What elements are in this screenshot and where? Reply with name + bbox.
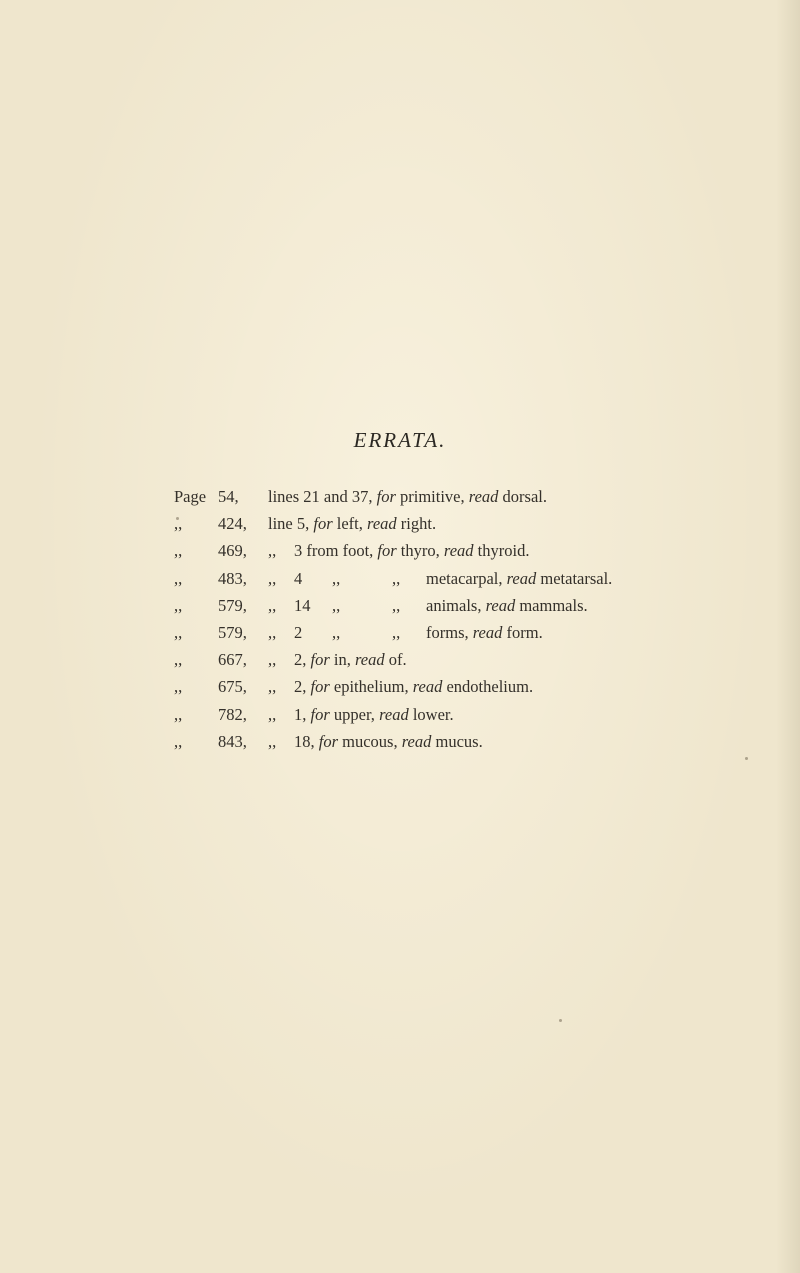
wrong-word: epithelium, — [333, 677, 409, 697]
wrong-word: left, — [336, 514, 363, 534]
ditto-mark: ,, — [392, 622, 401, 642]
line-reference: lines 21 and 37, — [268, 487, 373, 506]
correct-word: form. — [506, 622, 543, 642]
read-word: read — [485, 595, 516, 615]
errata-row — [174, 623, 612, 650]
line-reference: line 5, — [268, 514, 310, 534]
correct-word: right. — [400, 514, 437, 534]
read-word: read — [367, 514, 397, 534]
line-ditto: ,, — [268, 731, 277, 751]
line-number: 2, — [294, 650, 307, 670]
correct-word: dorsal. — [502, 487, 547, 506]
errata-row — [174, 541, 612, 568]
read-word: read — [412, 677, 443, 697]
page-label: ,, — [174, 677, 183, 697]
line-number: 2, — [294, 677, 307, 697]
line-number: 1, — [294, 704, 307, 724]
errata-row — [174, 596, 612, 623]
page-label: ,, — [174, 514, 183, 534]
for-word: for — [318, 731, 339, 751]
wrong-word: metacarpal, — [426, 568, 503, 588]
paper-speck — [745, 757, 748, 760]
line-ditto: ,, — [268, 541, 277, 561]
line-ditto: ,, — [268, 677, 277, 697]
errata-body — [174, 487, 612, 759]
page-label: ,, — [174, 541, 183, 561]
read-word: read — [379, 704, 409, 724]
page-label: Page — [174, 487, 207, 506]
line-number: 18, — [294, 731, 315, 751]
line-number: 14 — [294, 595, 311, 615]
wrong-word: upper, — [333, 704, 375, 724]
correct-word: endothelium. — [446, 677, 534, 697]
page-number: 469, — [218, 541, 247, 561]
errata-list — [174, 487, 612, 759]
read-word: read — [468, 487, 499, 506]
page-number: 675, — [218, 677, 247, 697]
line-ditto: ,, — [268, 704, 277, 724]
errata-row — [174, 487, 612, 514]
page-number: 54, — [218, 487, 239, 506]
correct-word: lower. — [412, 704, 454, 724]
for-word: for — [310, 704, 330, 724]
line-number: 3 — [294, 541, 303, 561]
line-ditto: ,, — [268, 568, 277, 588]
errata-row — [174, 569, 612, 596]
paper-speck — [559, 1019, 562, 1022]
ditto-mark: ,, — [332, 622, 341, 642]
page-number: 782, — [218, 704, 247, 724]
errata-row — [174, 514, 612, 541]
for-word: for — [376, 487, 396, 506]
paper-speck — [176, 517, 179, 520]
errata-row — [174, 650, 612, 677]
ditto-mark: ,, — [392, 595, 401, 615]
page-label: ,, — [174, 731, 183, 751]
line-number: 2 — [294, 622, 303, 642]
errata-heading: ERRATA. — [353, 428, 447, 452]
correct-word: metatarsal. — [540, 568, 613, 588]
line-ditto: ,, — [268, 622, 277, 642]
page-number: 843, — [218, 731, 247, 751]
line-ditto: ,, — [268, 595, 277, 615]
page-label: ,, — [174, 650, 183, 670]
errata-row — [174, 732, 612, 759]
wrong-word: mucous, — [342, 731, 398, 751]
line-number: 4 — [294, 568, 303, 588]
correct-word: mucus. — [435, 731, 483, 751]
correct-word: of. — [388, 650, 407, 670]
read-word: read — [401, 731, 432, 751]
read-word: read — [472, 622, 503, 642]
page-label: ,, — [174, 595, 183, 615]
page-label: ,, — [174, 704, 183, 724]
read-word: read — [506, 568, 537, 588]
wrong-word: primitive, — [400, 487, 465, 506]
page-number: 579, — [218, 595, 247, 615]
wrong-word: thyro, — [400, 541, 440, 561]
ditto-mark: ,, — [392, 568, 401, 588]
correct-word: thyroid. — [477, 541, 530, 561]
page-label: ,, — [174, 622, 183, 642]
errata-row — [174, 705, 612, 732]
ditto-mark: ,, — [332, 595, 341, 615]
page-number: 424, — [218, 514, 247, 534]
wrong-word: animals, — [426, 595, 482, 615]
page-label: ,, — [174, 568, 183, 588]
for-word: for — [310, 650, 330, 670]
ditto-mark: ,, — [332, 568, 341, 588]
correct-word: mammals. — [519, 595, 588, 615]
read-word: read — [354, 650, 385, 670]
read-word: read — [443, 541, 474, 561]
for-word: for — [313, 514, 333, 534]
for-word: for — [310, 677, 330, 697]
for-word: for — [377, 541, 397, 561]
page-number: 667, — [218, 650, 247, 670]
wrong-word: forms, — [426, 622, 469, 642]
page-number: 579, — [218, 622, 247, 642]
errata-row — [174, 677, 612, 704]
line-ditto: ,, — [268, 650, 277, 670]
line-reference: from foot, — [306, 541, 374, 561]
wrong-word: in, — [333, 650, 351, 670]
page-number: 483, — [218, 568, 247, 588]
